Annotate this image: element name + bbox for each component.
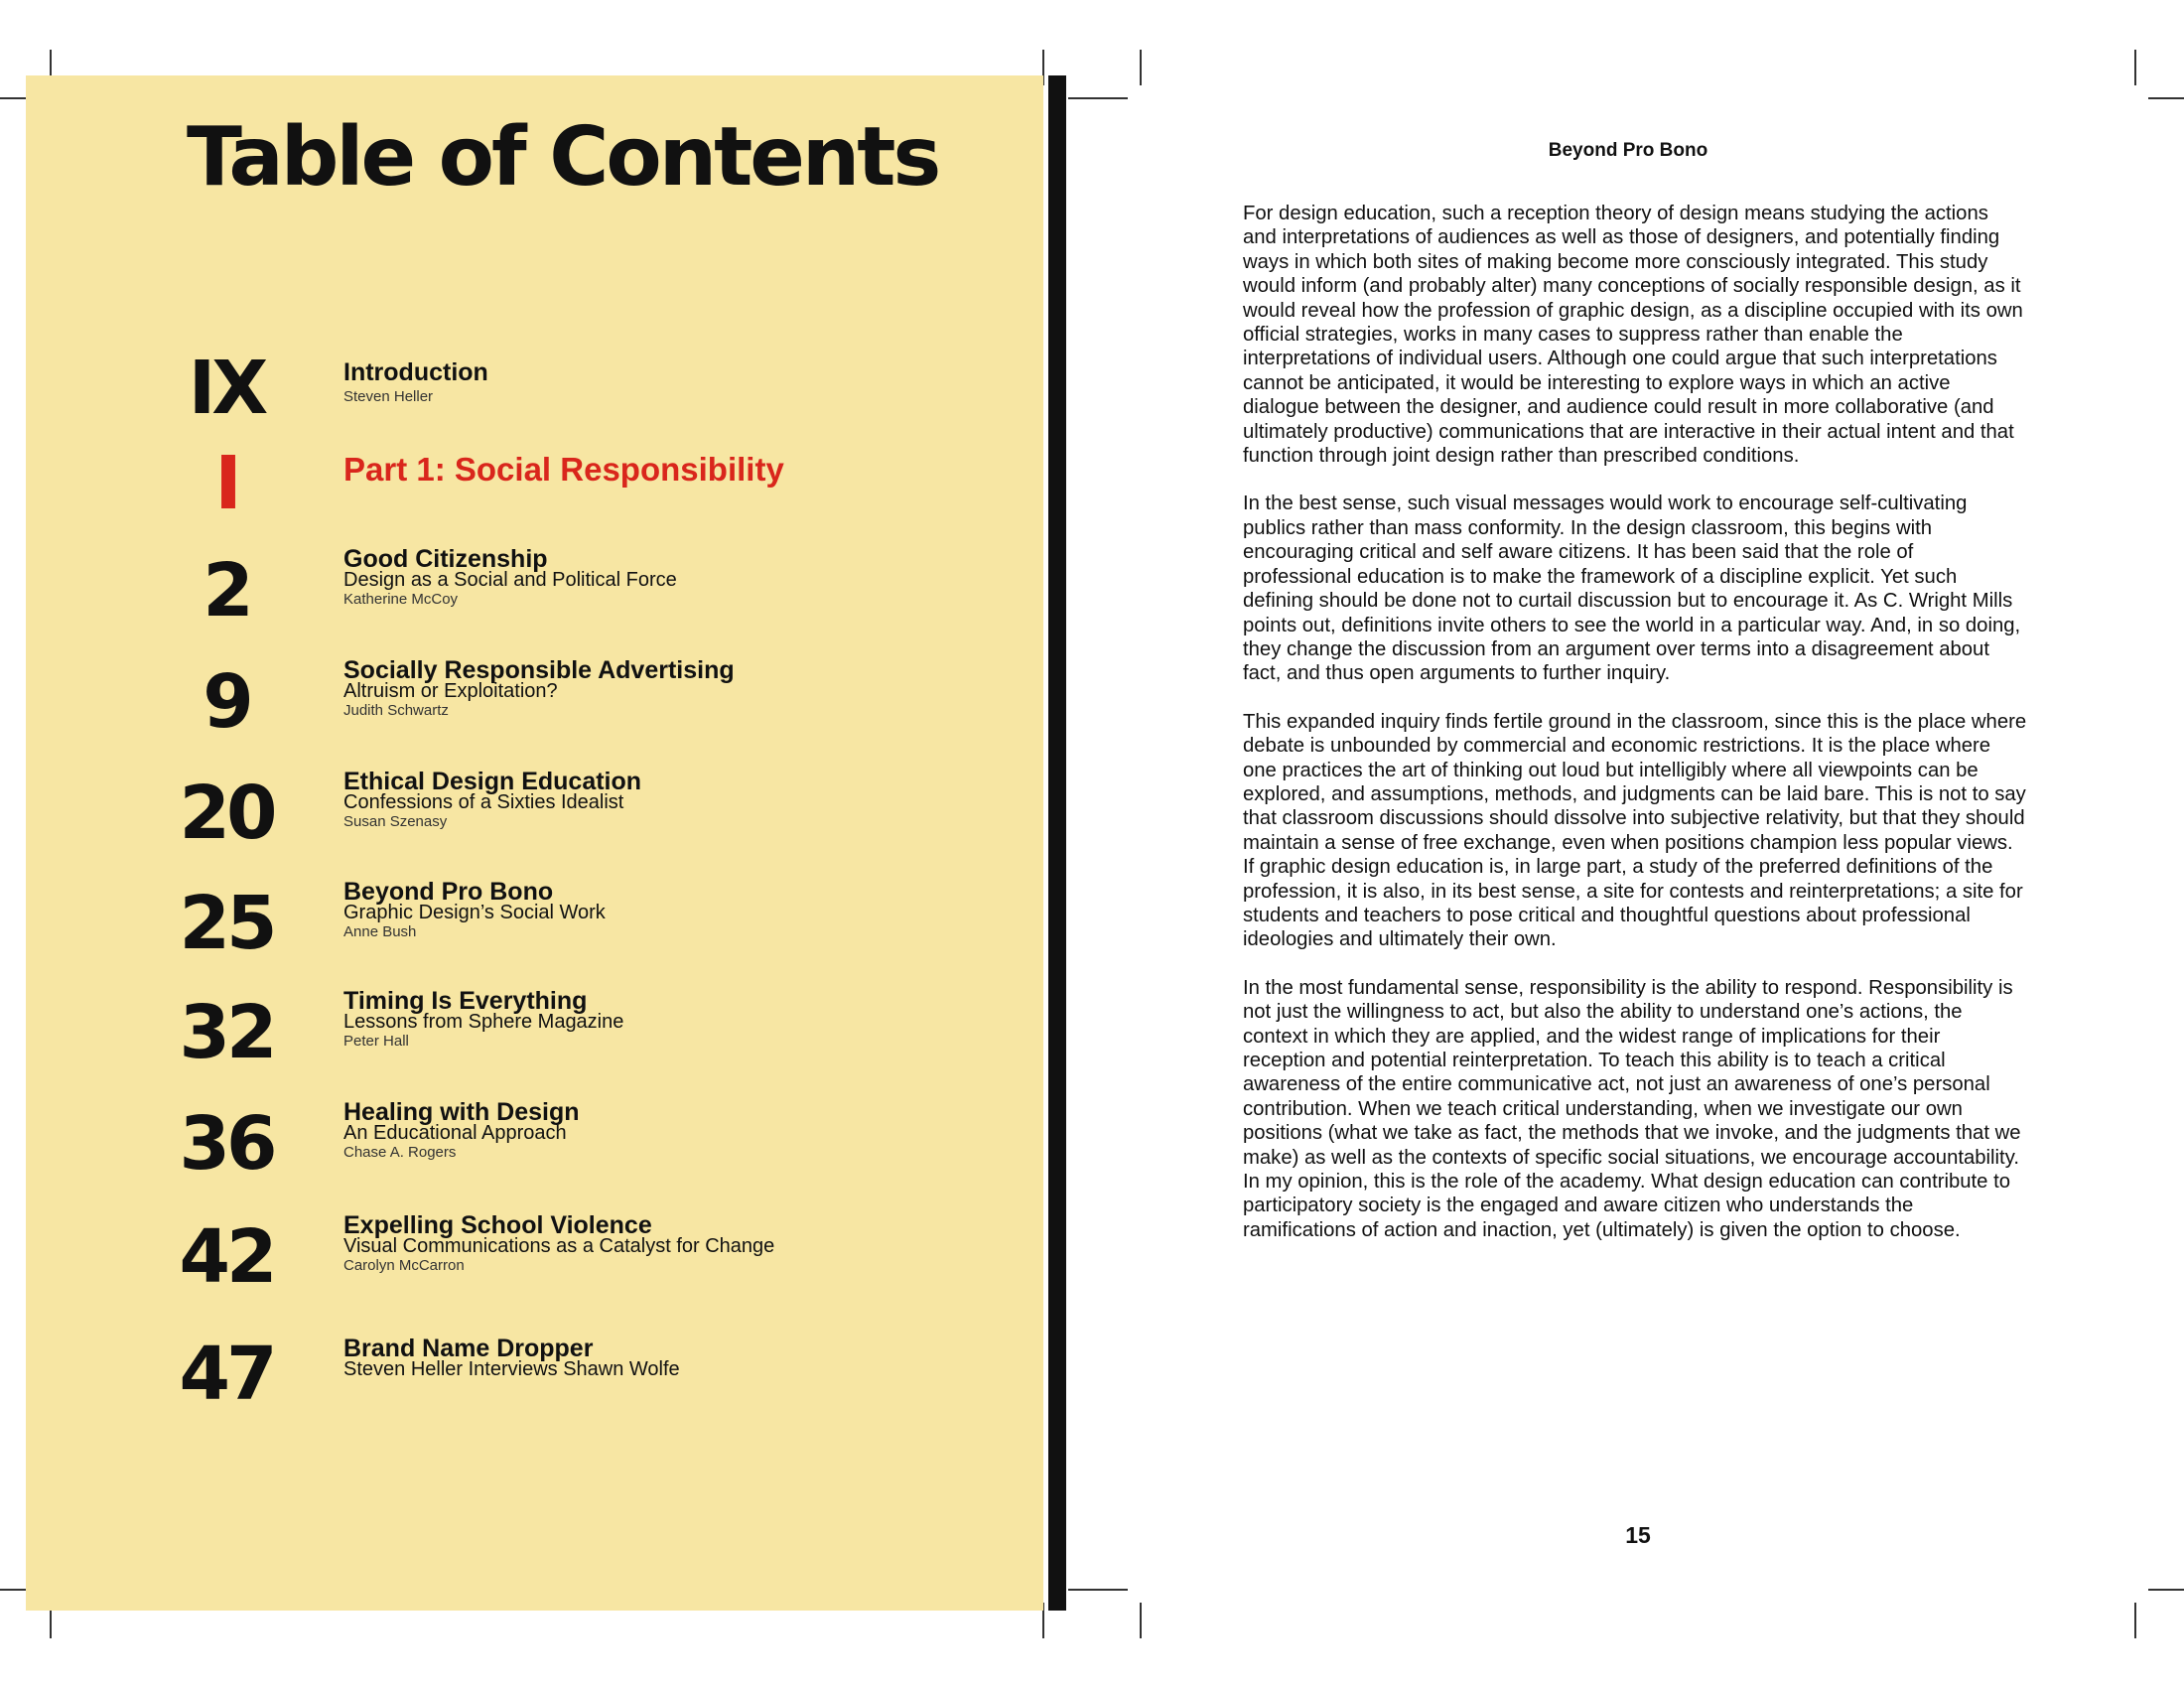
toc-entry-good-citizenship: [149, 545, 1003, 647]
toc-entry-author: Carolyn McCarron: [343, 1257, 465, 1274]
toc-page-number: 20: [179, 771, 274, 856]
article-paragraph: This expanded inquiry finds fertile ground in the classroom, since this is the place where debate is unbounded by commercial and economic restrictions. It is the place where one practices the art of thinking out loud but intelligibly where all viewpoints can be explored, and assumptions, methods, and judgments can be laid bare. This is not to say that classroom discussions should dissolve into subjective relativity, but that they should maintain a sense of free exchange, even when positions champion less popular views. If graphic design education is, in large part, a study of the preferred definitions of the profession, it is also, in its best sense, a site for contests and reinterpretations; a site for students and teachers to pose critical and thoughtful questions about professional ideologies and ultimately their own.: [1243, 710, 2027, 951]
toc-entry-title: Timing Is Everything: [343, 987, 588, 1015]
toc-entry-subtitle: Lessons from Sphere Magazine: [343, 1011, 624, 1033]
toc-entry-introduction: [149, 346, 1003, 449]
toc-entry-author: Katherine McCoy: [343, 591, 459, 608]
article-paragraph: For design education, such a reception theory of design means studying the actions and interpretations of audiences as well as those of designers, and potentially finding ways in which both sites of making become more consciously integrated. This study would inform (and probably alter) many conceptions of socially responsible design, as it would reveal how the profession of graphic design, as a discipline occupied with its own official strategies, works in many cases to suppress rather than enable the interpretations of individual users. Although one could argue that such interpretations cannot be anticipated, it would be interesting to explore ways in which an active dialogue between the designer, and audience could result in more collaborative (and ultimately productive) communications that are interactive in their actual intent and that function through joint design rather than prescribed conditions.: [1243, 203, 2023, 468]
toc-entry-socially-responsible-advertising: [149, 656, 1003, 759]
toc-entry-author: Judith Schwartz: [343, 702, 449, 719]
toc-entry-subtitle: Altruism or Exploitation?: [343, 680, 558, 702]
running-head: Beyond Pro Bono: [1548, 140, 1708, 161]
toc-entry-ethical-design-education: [149, 768, 1003, 870]
page-number: 15: [1625, 1522, 1651, 1548]
toc-page-number: 47: [179, 1332, 274, 1417]
toc-entry-title: Expelling School Violence: [343, 1211, 652, 1239]
toc-entry-title: Beyond Pro Bono: [343, 878, 554, 906]
toc-entry-title: Good Citizenship: [343, 545, 548, 573]
toc-heading: Table of Contents: [187, 110, 939, 205]
toc-entry-subtitle: Visual Communications as a Catalyst for Change: [343, 1235, 775, 1257]
toc-entry-author: Anne Bush: [343, 923, 417, 940]
toc-entry-brand-name-dropper: [149, 1332, 1003, 1437]
toc-entry-title: Socially Responsible Advertising: [343, 656, 735, 684]
toc-page-number: 36: [179, 1101, 274, 1187]
toc-part-title: Part 1: Social Responsibility: [343, 451, 784, 488]
toc-entry-title: Introduction: [343, 358, 488, 386]
toc-entry-title: Ethical Design Education: [343, 768, 642, 795]
toc-entry-subtitle: An Educational Approach: [343, 1122, 567, 1144]
toc-page-number: 2: [203, 548, 250, 633]
toc-entry-subtitle: Design as a Social and Political Force: [343, 569, 677, 591]
toc-entry-author: Susan Szenasy: [343, 813, 448, 830]
toc-entry-part-1: [149, 441, 1003, 544]
toc-page-number: 32: [179, 990, 274, 1075]
toc-page-number: I: [214, 441, 238, 526]
toc-entry-healing-with-design: [149, 1098, 1003, 1200]
toc-entry-subtitle: Confessions of a Sixties Idealist: [343, 791, 624, 813]
article-paragraph: In the most fundamental sense, responsibility is the ability to respond. Responsibility is not just the willingness to act, but also the ability to understand one’s actions, the context in which they are applied, and the widest range of implications for their reception and potential reinterpretation. To teach this ability is to teach a critical awareness of the entire communicative act, not just an awareness of one’s personal contribution. When we teach critical understanding, when we investigate our own positions (what we take as fact, the methods that we invoke, and the judgments that we make) as well as the contexts of specific social situations, we encourage accountability. In my opinion, this is the role of the academy. What design education can contribute to participatory society is the engaged and aware citizen who understands the ramifications of action and inaction, yet (ultimately) is given the option to choose.: [1243, 976, 2021, 1241]
toc-entry-author: Peter Hall: [343, 1033, 409, 1050]
toc-entry-subtitle: Steven Heller Interviews Shawn Wolfe: [343, 1358, 680, 1380]
toc-page-number: 9: [203, 659, 250, 745]
toc-entry-title: Healing with Design: [343, 1098, 580, 1126]
toc-entry-author: Chase A. Rogers: [343, 1144, 457, 1161]
article-paragraph: In the best sense, such visual messages would work to encourage self-cultivating publics rather than mass conformity. In the design classroom, this begins with encouraging critical and self aware citizens. It has been said that the role of professional education is to make the framework of a discipline explicit. Yet such defining should be done not to curtail discussion but to encourage it. As C. Wright Mills points out, definitions invite others to see the world in a particular way. And, in so doing, they change the discussion from an argument over terms into a disagreement about fact, and thus open arguments to further inquiry.: [1243, 492, 2021, 685]
toc-entry-beyond-pro-bono: [149, 878, 1003, 980]
toc-entry-author: Steven Heller: [343, 388, 434, 405]
toc-entry-timing-is-everything: [149, 987, 1003, 1089]
toc-entry-expelling-school-violence: [149, 1211, 1003, 1314]
toc-page-number: 42: [179, 1214, 274, 1300]
toc-entry-title: Brand Name Dropper: [343, 1335, 594, 1362]
book-spine: [1048, 75, 1066, 1611]
article-body: [1243, 202, 2027, 1266]
toc-page-number: IX: [188, 346, 265, 431]
toc-entry-subtitle: Graphic Design’s Social Work: [343, 902, 606, 923]
toc-page-number: 25: [179, 881, 274, 966]
